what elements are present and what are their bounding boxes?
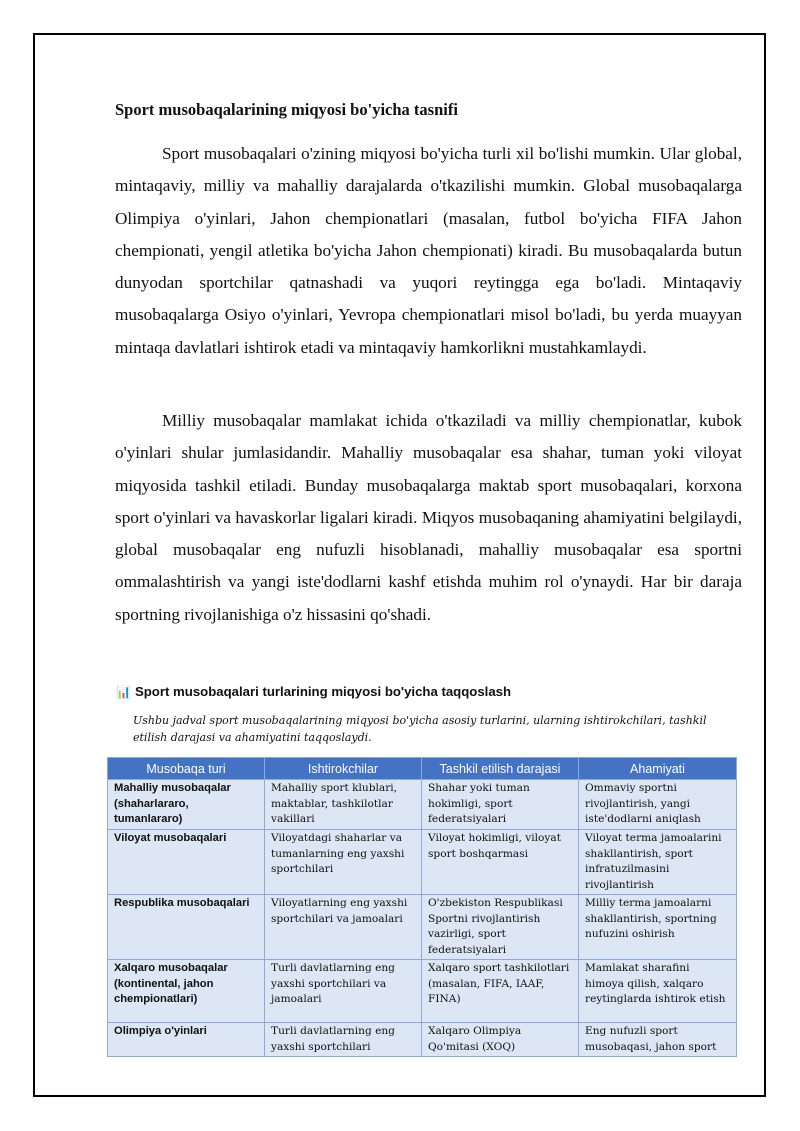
table-cell: Eng nufuzli sport musobaqasi, jahon sport: [579, 1023, 737, 1057]
table-cell: Xalqaro Olimpiya Qo'mitasi (XOQ): [422, 1023, 579, 1057]
bar-chart-icon: 📊: [116, 685, 131, 699]
paragraph-text: Milliy musobaqalar mamlakat ichida o'tkaziladi va milliy chempionatlar, kubok o'yinlari shular jumlasidandir. Mahalliy musobaqalar esa shahar, tuman yoki viloyat miqyosida tashkil etiladi. Bunday musobaqalarga maktab sport musobaqalari, korxona sport o'yinlari va havaskorlar ligalari kiradi. Miqyos musobaqaning ahamiyatini belgilaydi, global musobaqalar eng nufuzli hisoblanadi, mahalliy musobaqalar esa sportni ommalashtirish va yangi iste'dodlarni kashf etishda muhim rol o'ynaydi. Har bir daraja sportning rivojlanishiga o'z hissasini qo'shadi.: [115, 411, 742, 624]
comparison-table: [107, 757, 737, 1057]
table-row: [108, 830, 737, 895]
header-cell: Ishtirokchilar: [265, 758, 422, 780]
body-paragraph-1: [115, 138, 742, 364]
header-cell: Musobaqa turi: [108, 758, 265, 780]
header-cell: Ahamiyati: [579, 758, 737, 780]
table-row: [108, 895, 737, 960]
table-cell: Xalqaro sport tashkilotlari (masalan, FIFA, IAAF, FINA): [422, 960, 579, 1023]
table-header-row: [108, 758, 737, 780]
table-cell: Viloyat terma jamoalarini shakllantirish, sport infratuzilmasini rivojlantirish: [579, 830, 737, 895]
table-cell: Mahalliy musobaqalar (shaharlararo, tumanlararo): [108, 780, 265, 830]
table-cell: Shahar yoki tuman hokimligi, sport federatsiyalari: [422, 780, 579, 830]
table-title-text: Sport musobaqalari turlarining miqyosi bo'yicha taqqoslash: [134, 684, 512, 699]
table-title: [116, 684, 511, 699]
table-cell: Viloyat musobaqalari: [108, 830, 265, 895]
section-heading: Sport musobaqalarining miqyosi bo'yicha tasnifi: [115, 100, 458, 119]
table-cell: Viloyat hokimligi, viloyat sport boshqarmasi: [422, 830, 579, 895]
table-row: [108, 1023, 737, 1057]
body-paragraph-2: [115, 405, 742, 631]
paragraph-text: Sport musobaqalari o'zining miqyosi bo'yicha turli xil bo'lishi mumkin. Ular global, mintaqaviy, milliy va mahalliy darajalarda o'tkazilishi mumkin. Global musobaqalarga Olimpiya o'yinlari, Jahon chempionatlari (masalan, futbol bo'yicha FIFA Jahon chempionati, yengil atletika bo'yicha Jahon chempionati) kiradi. Bu musobaqalarda butun dunyodan sportchilar qatnashadi va yuqori reytingga ega bo'ladi. Mintaqaviy musobaqalarga Osiyo o'yinlari, Yevropa chempionatlari misol bo'ladi, bu yerda muayyan mintaqa davlatlari ishtirok etadi va mintaqaviy hamkorlikni mustahkamlaydi.: [115, 144, 742, 357]
table-row: [108, 780, 737, 830]
table-cell: Milliy terma jamoalarni shakllantirish, sportning nufuzini oshirish: [579, 895, 737, 960]
table-cell: Mahalliy sport klublari, maktablar, tashkilotlar vakillari: [265, 780, 422, 830]
table-cell: Viloyatlarning eng yaxshi sportchilari va jamoalari: [265, 895, 422, 960]
table-cell: O'zbekiston Respublikasi Sportni rivojlantirish vazirligi, sport federatsiyalari: [422, 895, 579, 960]
table-cell: Turli davlatlarning eng yaxshi sportchilari va jamoalari: [265, 960, 422, 1023]
table-cell: Olimpiya o'yinlari: [108, 1023, 265, 1057]
table-cell: Respublika musobaqalari: [108, 895, 265, 960]
table-cell: Ommaviy sportni rivojlantirish, yangi iste'dodlarni aniqlash: [579, 780, 737, 830]
table-cell: Mamlakat sharafini himoya qilish, xalqaro reytinglarda ishtirok etish: [579, 960, 737, 1023]
table-row: [108, 960, 737, 1023]
table-description: Ushbu jadval sport musobaqalarining miqyosi bo'yicha asosiy turlarini, ularning ishtirokchilari, tashkil etilish darajasi va ahamiyatini taqqoslaydi.: [133, 714, 707, 744]
table-cell: Turli davlatlarning eng yaxshi sportchilari: [265, 1023, 422, 1057]
table-cell: Viloyatdagi shaharlar va tumanlarning eng yaxshi sportchilari: [265, 830, 422, 895]
header-cell: Tashkil etilish darajasi: [422, 758, 579, 780]
table-cell: Xalqaro musobaqalar (kontinental, jahon chempionatlari): [108, 960, 265, 1023]
